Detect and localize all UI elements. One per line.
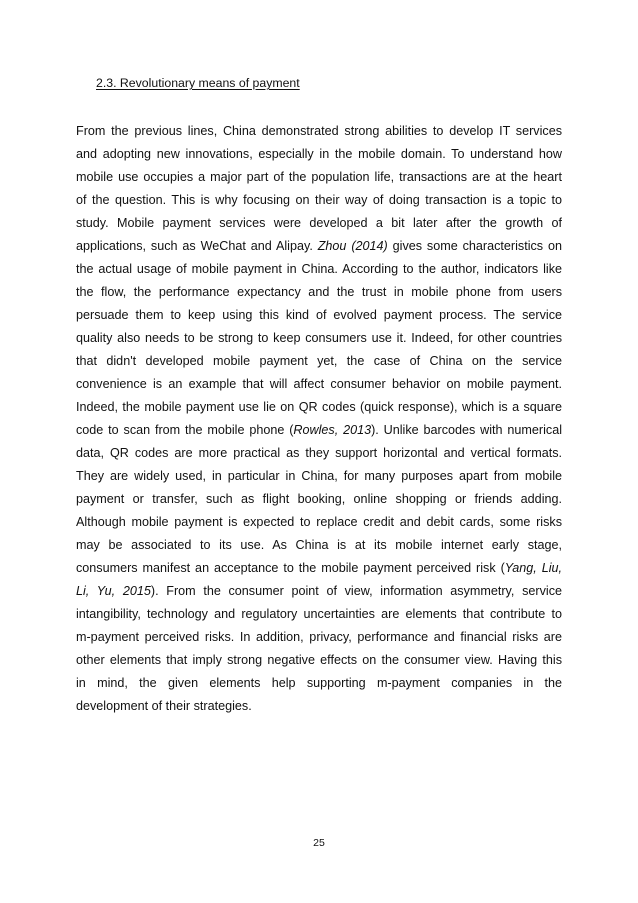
- text-span: convenience is an example that will affect consumer behavior on mobile payment.: [76, 377, 562, 391]
- text-line: [76, 166, 562, 189]
- text-span: payment or transfer, such as flight booking, online shopping or friends adding.: [76, 492, 562, 506]
- text-span: Although mobile payment is expected to replace credit and debit cards, some risks: [76, 515, 562, 529]
- text-span: the flow, the performance expectancy and the trust in mobile phone from users: [76, 285, 562, 299]
- text-line: [76, 281, 562, 304]
- text-span: Indeed, the mobile payment use lie on QR codes (quick response), which is a square: [76, 400, 562, 414]
- text-line: [76, 327, 562, 350]
- citation: Rowles, 2013: [293, 423, 372, 437]
- page-number: 25: [313, 837, 325, 849]
- text-line: [76, 396, 562, 419]
- text-line: [76, 373, 562, 396]
- citation: Zhou (2014): [317, 239, 388, 253]
- text-line: [76, 672, 562, 695]
- text-span: of the question. This is why focusing on their way of doing transaction is a topic to: [76, 193, 562, 207]
- body-paragraph: [76, 120, 562, 718]
- text-line: [76, 419, 562, 442]
- text-span: consumers manifest an acceptance to the mobile payment perceived risk (: [76, 561, 505, 575]
- text-span: study. Mobile payment services were developed a bit later after the growth of: [76, 216, 562, 230]
- text-line: [76, 557, 562, 580]
- text-line: [76, 258, 562, 281]
- citation: Yang, Liu,: [504, 561, 562, 575]
- text-span: intangibility, technology and regulatory uncertainties are elements that contribute to: [76, 607, 562, 621]
- text-line: [76, 465, 562, 488]
- text-span: data, QR codes are more practical as they support horizontal and vertical formats.: [76, 446, 562, 460]
- text-line: [76, 511, 562, 534]
- text-line: [76, 442, 562, 465]
- text-line: [76, 304, 562, 327]
- text-line: [76, 120, 562, 143]
- text-span: mobile use occupies a major part of the population life, transactions are at the heart: [76, 170, 562, 184]
- text-span: They are widely used, in particular in China, for many purposes apart from mobile: [76, 469, 562, 483]
- text-line: [76, 189, 562, 212]
- text-span: gives some characteristics on: [387, 239, 562, 253]
- text-line: [76, 695, 562, 718]
- text-line: [76, 649, 562, 672]
- text-span: other elements that imply strong negative effects on the consumer view. Having this: [76, 653, 562, 667]
- text-span: and adopting new innovations, especially in the mobile domain. To understand how: [76, 147, 562, 161]
- text-span: in mind, the given elements help supporting m-payment companies in the: [76, 676, 562, 690]
- text-line: [76, 626, 562, 649]
- text-span: applications, such as WeChat and Alipay.: [76, 239, 318, 253]
- text-line: [76, 143, 562, 166]
- text-span: ). Unlike barcodes with numerical: [371, 423, 562, 437]
- text-span: ). From the consumer point of view, information asymmetry, service: [150, 584, 562, 598]
- text-span: persuade them to keep using this kind of evolved payment process. The service: [76, 308, 562, 322]
- text-line: [76, 350, 562, 373]
- text-line: [76, 534, 562, 557]
- text-span: m-payment perceived risks. In addition, privacy, performance and financial risks are: [76, 630, 562, 644]
- text-span: code to scan from the mobile phone (: [76, 423, 294, 437]
- text-line: [76, 212, 562, 235]
- text-line: [76, 488, 562, 511]
- text-span: From the previous lines, China demonstrated strong abilities to develop IT services: [76, 124, 562, 138]
- text-span: quality also needs to be strong to keep consumers use it. Indeed, for other countries: [76, 331, 562, 345]
- citation: Li, Yu, 2015: [76, 584, 151, 598]
- text-span: that didn't developed mobile payment yet, the case of China on the service: [76, 354, 562, 368]
- text-line: [76, 235, 562, 258]
- text-span: development of their strategies.: [76, 699, 252, 713]
- text-line: [76, 603, 562, 626]
- text-span: the actual usage of mobile payment in China. According to the author, indicators like: [76, 262, 562, 276]
- text-span: may be associated to its use. As China is at its mobile internet early stage,: [76, 538, 562, 552]
- section-heading: 2.3. Revolutionary means of payment: [96, 76, 300, 90]
- text-line: [76, 580, 562, 603]
